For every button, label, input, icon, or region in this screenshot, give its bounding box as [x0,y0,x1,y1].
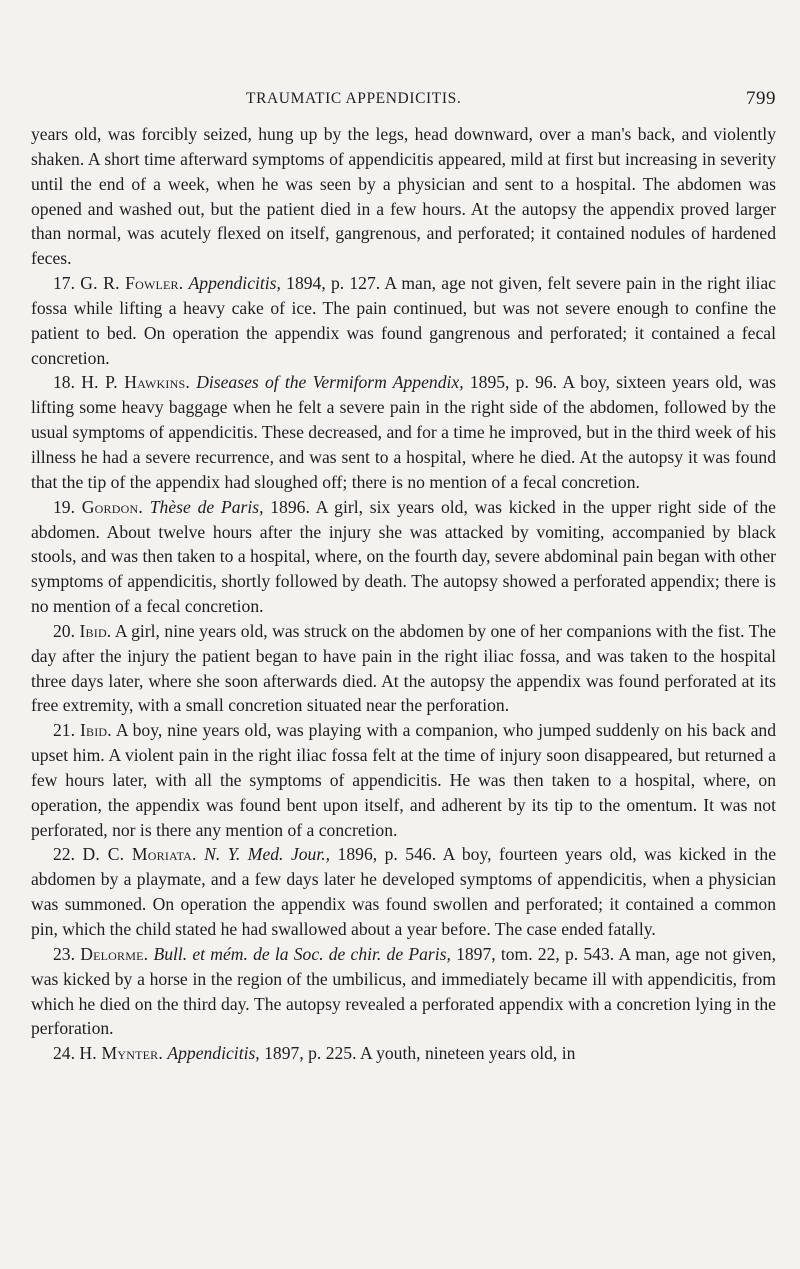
case-source: Appendicitis, [188,273,281,294]
running-title: TRAUMATIC APPENDICITIS. [246,90,462,107]
case-source: Appendicitis, [167,1043,260,1064]
case-entry-19 [31,495,776,619]
case-details: 1896, p. 546. [337,844,437,865]
case-author: H. Mynter. [79,1043,163,1064]
case-number: 24. [53,1043,75,1064]
case-number: 17. [53,273,75,294]
case-text: A man, age not given, was kicked by a horse in the region of the umbilicus, and immediately became ill with appendicitis, from which he died on the third day. The autopsy revealed a perforated appendix with a concretion lying in the perforation. [31,943,776,1039]
case-source: Thèse de Paris, [149,496,264,517]
case-text: A boy, sixteen years old, was lifting some heavy baggage when he felt a severe pain in the right side of the abdomen, followed by the usual symptoms of appendicitis. These decreased, and for a time he improved, but in the third week of his illness he had a severe recurrence, and was sent to a hospital, where he died. At the autopsy it was found that the tip of the appendix had sloughed off; there is no mention of a fecal concretion. [31,372,776,492]
case-number: 22. [53,844,75,865]
case-author: G. R. Fowler. [80,273,184,294]
body-text [31,122,776,1066]
case-text: A man, age not given, felt severe pain in the right iliac fossa while lifting a heavy cake of ice. The pain continued, but was not severe enough to confine the patient to bed. On operation the appendix was found gangrenous and perforated; it contained a fecal concretion. [31,273,776,368]
case-entry-24 [31,1041,776,1066]
case-number: 18. [53,372,75,393]
case-author: D. C. Moriata. [82,844,197,865]
case-entry-18 [31,370,776,494]
case-entry-22 [31,842,776,941]
case-text: A girl, nine years old, was struck on the abdomen by one of her companions with the fist. The day after the injury the patient began to have pain in the right iliac fossa, and was taken to the hospital three days later, where she soon afterwards died. At the autopsy the appendix was found perforated at its free extremity, with a small concretion situated near the perforation. [31,620,776,716]
case-number: 23. [53,943,75,964]
case-details: 1897, p. 225. [264,1043,357,1064]
case-source: Bull. et mém. de la Soc. de chir. de Paris, [153,943,451,964]
case-author: Ibid. [79,620,112,641]
case-entry-21 [31,718,776,842]
case-entry-17 [31,271,776,370]
case-details: 1897, tom. 22, p. 543. [456,943,615,964]
case-source: Diseases of the Vermiform Appendix, [196,372,464,393]
case-number: 20. [53,620,75,641]
case-author: Ibid. [79,720,112,741]
case-entry-20 [31,619,776,718]
case-number: 19. [53,496,75,517]
case-number: 21. [53,720,75,741]
continuation-paragraph: years old, was forcibly seized, hung up by the legs, head downward, over a man's back, and violently shaken. A short time afterward symptoms of appendicitis appeared, mild at first but increasing in severity until the end of a week, when he was seen by a physician and sent to a hospital. The abdomen was opened and washed out, but the patient died in a few hours. At the autopsy the appendix proved larger than normal, was acutely flexed on itself, gangrenous, and perforated; it contained nodules of hardened feces. [31,124,776,269]
case-details: 1895, p. 96. [469,372,558,393]
case-text: A boy, nine years old, was playing with a companion, who jumped suddenly on his back and upset him. A violent pain in the right iliac fossa felt at the time of injury soon disappeared, but returned a few hours later, with all the symptoms of appendicitis. He was then taken to a hospital, where, on operation, the appendix was found bent upon itself, and adherent by its tip to the omentum. It was not perforated, nor is there any mention of a concretion. [31,720,777,840]
page-number: 799 [746,88,776,109]
case-author: Delorme. [80,943,149,964]
case-details: 1894, p. 127. [286,273,381,294]
case-author: H. P. Hawkins. [81,372,190,393]
case-text: A youth, nineteen years old, in [359,1043,576,1064]
case-details: 1896. [270,496,310,517]
case-text: A boy, fourteen years old, was kicked in the abdomen by a playmate, and a few days later he developed symptoms of appendicitis, when a physician was summoned. On operation the appendix was found swollen and perforated; it contained a common pin, which the child stated he had swallowed about a year before. The case ended fatally. [31,844,777,939]
page-header [246,88,776,114]
case-source: N. Y. Med. Jour., [204,844,331,865]
case-author: Gordon. [81,496,143,517]
case-text: A girl, six years old, was kicked in the upper right side of the abdomen. About twelve hours after the injury she was attacked by vomiting, accompanied by black stools, and was then taken to a hospital, where, on the fourth day, severe abdominal pain began with other symptoms of appendicitis, shortly followed by death. The autopsy showed a perforated appendix; there is no mention of a fecal concretion. [31,496,776,617]
case-entry-23 [31,942,776,1041]
